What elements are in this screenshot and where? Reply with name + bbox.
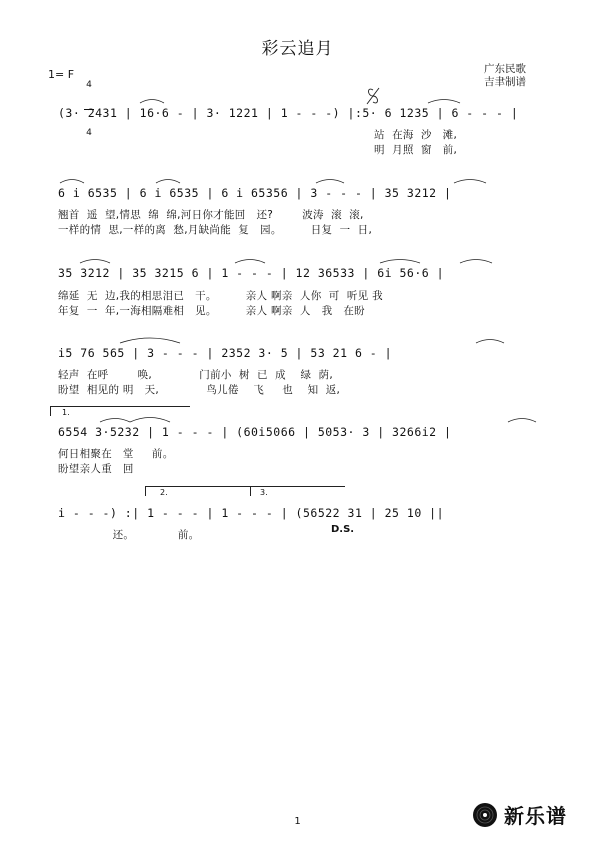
score-row-6-lyric-1: 还。 前。 [58, 529, 200, 541]
page-number: 1 [294, 816, 301, 827]
score-row-5-notes: 6554 3·5232 | 1 - - - | (60i5066 | 5053· 3 | 3266i2 | [58, 425, 452, 439]
score-row-4-notes: i5 76 565 | 3 - - - | 2352 3· 5 | 53 21 6 - | [58, 346, 393, 360]
segno-icon [367, 88, 379, 104]
score-row-2-lyric-1: 翘首 遥 望,情思 绵 绵,河日你才能回 还? 波涛 滚 滚, [58, 209, 364, 221]
dal-segno-mark: D.S. [331, 524, 355, 535]
key-signature: 1= F [48, 68, 75, 81]
score-row-5-lyric-1: 何日相聚在 堂 前。 [58, 448, 174, 460]
score-row-6-notes: i - - -) :| 1 - - - | 1 - - - | (56522 31 | 25 10 || [58, 506, 445, 520]
score-row-4-lyric-1: 轻声 在呼 唤, 门前小 树 已 成 绿 荫, [58, 369, 333, 381]
volta-2-label: 2. [160, 488, 168, 497]
meter-top: 4 [86, 80, 92, 90]
score-row-2-notes: 6 i 6535 | 6 i 6535 | 6 i 65356 | 3 - - - | 35 3212 | [58, 186, 452, 200]
volta-1-label: 1. [62, 408, 70, 417]
meter-bottom: 4 [86, 128, 92, 138]
score-row-1-lyric-2: 明 月照 窗 前, [374, 144, 458, 156]
logo-text: 新乐谱 [504, 804, 567, 828]
vinyl-record-icon [472, 802, 498, 828]
score-row-5-lyric-2: 盼望亲人重 回 [58, 463, 134, 475]
score-row-2-lyric-2: 一样的情 思,一样的离 愁,月缺尚能 复 园。 日复 一 日, [58, 224, 373, 236]
score-row-3-notes: 35 3212 | 35 3215 6 | 1 - - - | 12 36533 | 6i 56·6 | [58, 266, 445, 280]
song-origin: 广东民歌 [484, 63, 526, 75]
score-row-3-lyric-1: 绵延 无 边,我的相思泪已 干。 亲人 啊亲 人你 可 听见 我 [58, 290, 383, 302]
score-row-1-notes: (3· 2431 | 16·6 - | 3· 1221 | 1 - - -) |:5· 6 1235 | 6 - - - | [58, 106, 519, 120]
score-row-4-lyric-2: 盼望 相见的 明 天, 鸟儿倦 飞 也 知 返, [58, 384, 341, 396]
page-title: 彩云追月 [261, 39, 334, 59]
volta-3-label: 3. [260, 488, 268, 497]
score-row-3-lyric-2: 年复 一 年,一海相隔难相 见。 亲人 啊亲 人 我 在盼 [58, 305, 365, 317]
arranger-credit: 吉聿制谱 [484, 76, 526, 88]
brand-logo [472, 800, 567, 829]
score-row-1-lyric-1: 站 在海 沙 滩, [374, 129, 458, 141]
